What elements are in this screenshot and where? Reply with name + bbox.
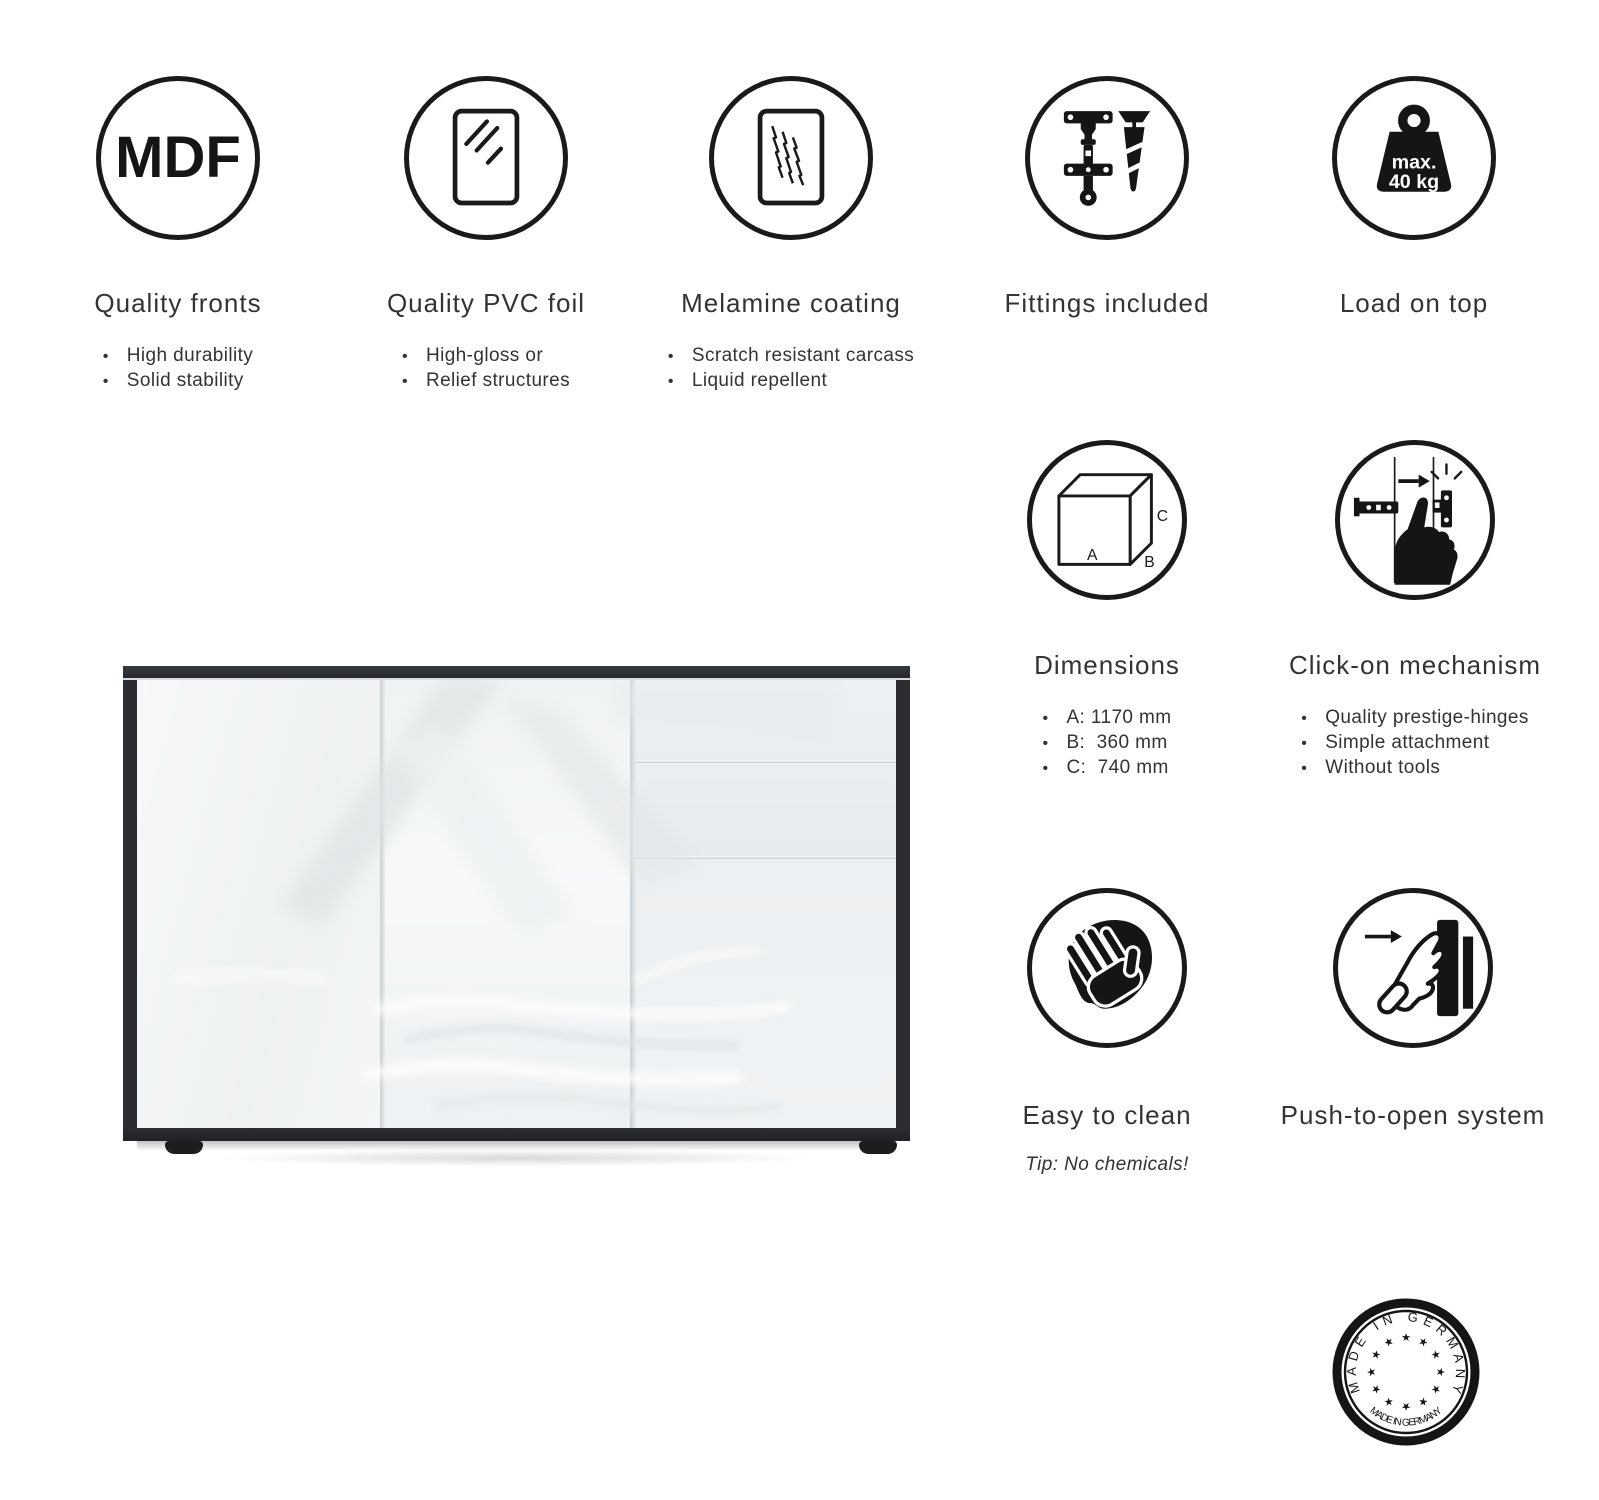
cabinet-foot-left bbox=[165, 1141, 203, 1154]
feature-title: Push-to-open system bbox=[1280, 1100, 1546, 1130]
feature-title: Quality PVC foil bbox=[386, 288, 586, 318]
star-icon: ★ bbox=[1415, 1334, 1431, 1351]
feature-title: Quality fronts bbox=[94, 288, 262, 318]
dimensions-cube-graphic bbox=[1033, 446, 1181, 594]
list-item: • High durability bbox=[102, 345, 254, 366]
seal-text-bottom: MADE IN GERMANY bbox=[1367, 1405, 1445, 1429]
push-open-icon bbox=[1333, 888, 1493, 1048]
push-open-icon-graphic bbox=[1339, 894, 1487, 1042]
cabinet-middle-door bbox=[385, 680, 630, 1128]
feature-title: Click-on mechanism bbox=[1288, 650, 1542, 680]
list-item: • B: 360 mm bbox=[1042, 732, 1168, 753]
scratch-icon-graphic bbox=[716, 83, 866, 233]
made-in-germany-seal-graphic bbox=[1330, 1296, 1482, 1448]
cabinet-plinth bbox=[123, 1128, 910, 1141]
star-icon: ★ bbox=[1401, 1332, 1411, 1344]
feature-bullets bbox=[1042, 706, 1171, 781]
cabinet-top-panel bbox=[123, 666, 910, 678]
cabinet-left-door bbox=[137, 680, 380, 1128]
weight-kg-label: 40 kg bbox=[1388, 171, 1440, 193]
list-item: • Relief structures bbox=[401, 370, 571, 391]
weight-icon-graphic bbox=[1339, 83, 1489, 233]
dimensions-cube-icon bbox=[1027, 440, 1187, 600]
star-icon: ★ bbox=[1434, 1367, 1446, 1377]
cube-label-b: B bbox=[1144, 554, 1155, 572]
list-item: • Liquid repellent bbox=[667, 370, 828, 391]
list-item: • Quality prestige-hinges bbox=[1301, 707, 1529, 728]
star-icon: ★ bbox=[1368, 1347, 1385, 1363]
list-item: • High-gloss or bbox=[401, 345, 544, 366]
hinge-screw-icon-graphic bbox=[1032, 83, 1182, 233]
star-icon: ★ bbox=[1366, 1367, 1378, 1377]
star-icon: ★ bbox=[1401, 1400, 1411, 1412]
wipe-clean-icon bbox=[1027, 888, 1187, 1048]
star-icon: ★ bbox=[1427, 1347, 1444, 1363]
seal-text-top: MADE IN GERMANY bbox=[1343, 1309, 1469, 1396]
cabinet-left-frame bbox=[123, 680, 137, 1128]
list-item: • Without tools bbox=[1301, 757, 1441, 778]
star-icon: ★ bbox=[1415, 1393, 1431, 1410]
cabinet-foot-right bbox=[859, 1141, 897, 1154]
weight-max-label: max. bbox=[1391, 151, 1437, 174]
feature-title: Load on top bbox=[1339, 288, 1489, 318]
scratch-icon bbox=[709, 76, 873, 240]
feature-quality-pvc-foil bbox=[326, 76, 646, 394]
feature-easy-to-clean bbox=[947, 888, 1267, 1176]
cabinet-right-door bbox=[636, 859, 896, 1128]
feature-title: Dimensions bbox=[1034, 650, 1180, 680]
cabinet-right-column bbox=[636, 680, 896, 1128]
star-icon: ★ bbox=[1368, 1381, 1385, 1397]
made-in-germany-seal bbox=[1330, 1296, 1482, 1448]
mdf-icon-label: MDF bbox=[115, 125, 241, 190]
star-icon: ★ bbox=[1381, 1393, 1397, 1410]
cabinet-drawer-top bbox=[636, 680, 896, 760]
feature-title: Fittings included bbox=[1004, 288, 1210, 318]
feature-bullets bbox=[402, 344, 570, 394]
cabinet-drawer-middle bbox=[636, 763, 896, 856]
cabinet-right-frame bbox=[896, 680, 910, 1128]
wipe-clean-icon-graphic bbox=[1033, 894, 1181, 1042]
cabinet-body bbox=[123, 680, 910, 1128]
list-item: • Solid stability bbox=[102, 370, 244, 391]
star-icon: ★ bbox=[1381, 1334, 1397, 1351]
cube-label-a: A bbox=[1086, 546, 1098, 564]
list-item: • Scratch resistant carcass bbox=[667, 345, 915, 366]
pvc-foil-icon-graphic bbox=[411, 83, 561, 233]
tip-text: Tip: No chemicals! bbox=[1025, 1154, 1189, 1175]
feature-bullets bbox=[668, 344, 914, 394]
mdf-icon bbox=[96, 76, 260, 240]
list-item: • C: 740 mm bbox=[1042, 757, 1169, 778]
feature-click-on-mechanism bbox=[1255, 440, 1575, 781]
click-on-icon-graphic bbox=[1341, 446, 1489, 594]
list-item: • Simple attachment bbox=[1301, 732, 1490, 753]
star-icon: ★ bbox=[1427, 1381, 1444, 1397]
cabinet-floor-reflection bbox=[137, 1141, 896, 1151]
feature-bullets bbox=[1301, 706, 1529, 781]
feature-bullets bbox=[103, 344, 253, 394]
feature-dimensions bbox=[947, 440, 1267, 781]
list-item: • A: 1170 mm bbox=[1042, 707, 1172, 728]
hinge-screw-icon bbox=[1025, 76, 1189, 240]
weight-icon bbox=[1332, 76, 1496, 240]
feature-title: Melamine coating bbox=[681, 288, 901, 318]
feature-fittings-included bbox=[947, 76, 1267, 318]
feature-title: Easy to clean bbox=[1022, 1100, 1192, 1130]
feature-load-on-top bbox=[1254, 76, 1574, 318]
pvc-foil-icon bbox=[404, 76, 568, 240]
cube-label-c: C bbox=[1156, 507, 1169, 525]
feature-push-to-open bbox=[1253, 888, 1573, 1130]
feature-quality-fronts bbox=[18, 76, 338, 394]
feature-melamine-coating bbox=[631, 76, 951, 394]
product-image-sideboard bbox=[123, 666, 910, 1141]
click-on-icon bbox=[1335, 440, 1495, 600]
